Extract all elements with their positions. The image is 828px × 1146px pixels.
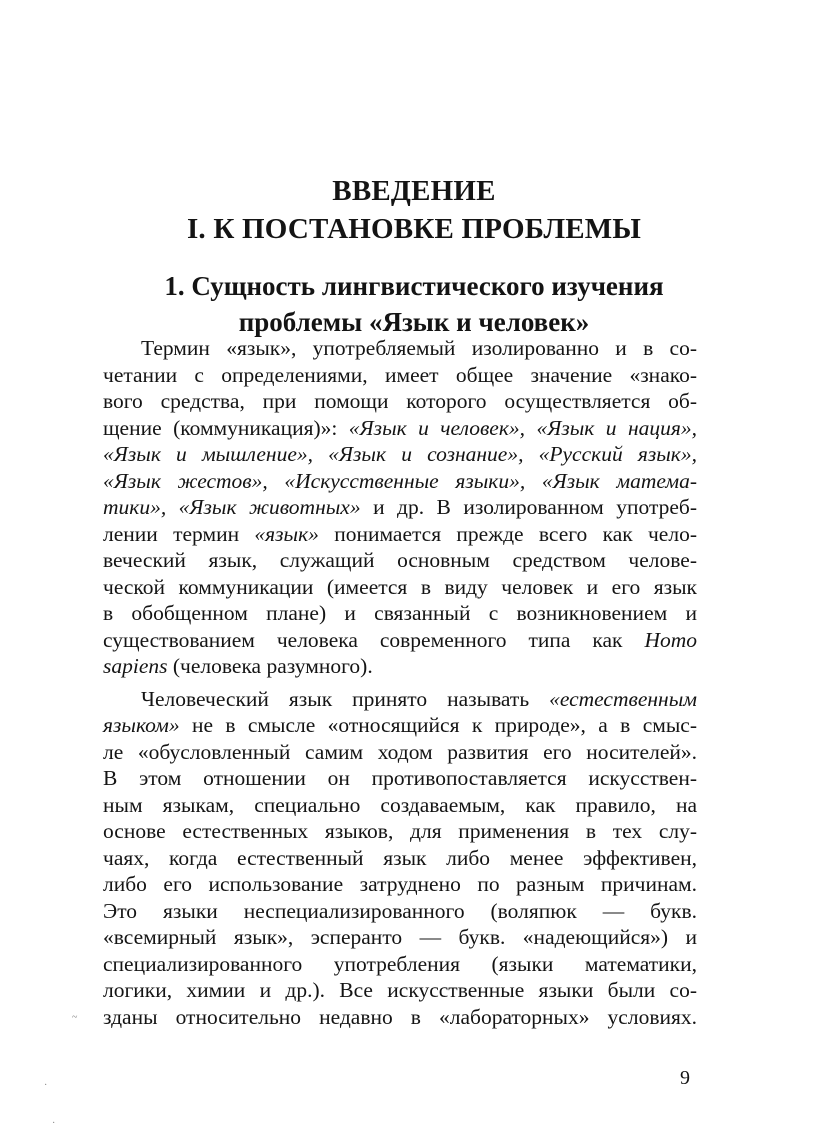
section-title-line-1: 1. Сущность лингвистического изучения (164, 271, 664, 301)
paragraph-2 (103, 686, 697, 1031)
scan-speck: · (52, 1118, 56, 1129)
text-line: веческий язык, служащий основным средством челове- (103, 548, 697, 572)
text-line: основе естественных языков, для применения в тех слу- (103, 819, 697, 843)
page-number: 9 (680, 1067, 690, 1089)
text-line: четании с определениями, имеет общее значение «знако- (103, 362, 697, 387)
text-run: понимается прежде всего как чело- (318, 521, 697, 546)
text-line: специализированного употребления (языки математики, (103, 951, 697, 976)
italic-run: тики», «Язык животных» (103, 495, 361, 519)
text-line: Это языки неспециализированного (воляпюк — букв. (103, 898, 697, 923)
text-line: В этом отношении он противопоставляется искусствен- (103, 766, 697, 790)
text-line: Термин «язык», употребляемый изолированно и в со- (141, 336, 697, 360)
text-run: щение (коммуникация)»: (103, 415, 349, 440)
text-line: логики, химии и др.). Все искусственные языки были со- (103, 978, 697, 1002)
text-line: «всемирный язык», эсперанто — букв. «надеющийся») и (103, 925, 697, 949)
italic-run: sapiens (103, 654, 168, 678)
part-title: I. К ПОСТАНОВКЕ ПРОБЛЕМЫ (186, 213, 642, 245)
text-line (103, 686, 697, 713)
text-run: существованием человека современного типа как (103, 627, 645, 652)
italic-run: Homo (644, 627, 697, 652)
italic-run: «Язык и человек», «Язык и нация», (348, 415, 697, 440)
text-line: в обобщенном плане) и связанный с возникновением и (103, 601, 697, 625)
scan-speck: ~ (72, 1012, 78, 1023)
text-line: ным языкам, специально создаваемым, как правило, на (103, 792, 697, 817)
text-line (103, 521, 697, 548)
text-line: чаях, когда естественный язык либо менее эффективен, (103, 845, 697, 870)
text-line (103, 415, 697, 442)
text-line (103, 653, 697, 680)
paragraph-1 (103, 335, 697, 680)
italic-run: «Язык и мышление», «Язык и сознание», «Русский язык», (103, 442, 697, 466)
text-line: ле «обусловленный самим ходом развития его носителей». (103, 739, 697, 764)
text-line (103, 712, 697, 739)
text-line: вого средства, при помощи которого осуществляется об- (103, 389, 697, 413)
text-line (103, 627, 697, 654)
text-line (103, 468, 697, 495)
italic-run: «Язык жестов», «Искусственные языки», «Язык матема- (103, 468, 697, 493)
heading-block (0, 172, 828, 340)
text-run: лении термин (103, 521, 255, 546)
text-run: Человеческий язык принято называть (141, 686, 550, 711)
italic-run: «естественным (549, 686, 697, 711)
scan-speck: · (44, 1080, 48, 1091)
chapter-title: ВВЕДЕНИЕ (332, 175, 496, 207)
section-title-line-2: проблемы «Язык и человек» (238, 307, 590, 337)
body-text (103, 335, 697, 1030)
text-line: либо его использование затруднено по разным причинам. (103, 872, 697, 896)
text-run: не в смысле «относящийся к природе», а в смыс- (179, 713, 697, 737)
italic-run: «язык» (254, 521, 319, 546)
text-run: (человека разумного). (167, 654, 373, 678)
text-line: ческой коммуникации (имеется в виду человек и его язык (103, 574, 697, 599)
text-line (103, 441, 697, 468)
text-line: зданы относительно недавно в «лабораторных» условиях. (103, 1004, 697, 1029)
text-run: и др. В изолированном употреб- (360, 495, 697, 519)
text-line (103, 494, 697, 521)
italic-run: языком» (103, 713, 180, 737)
